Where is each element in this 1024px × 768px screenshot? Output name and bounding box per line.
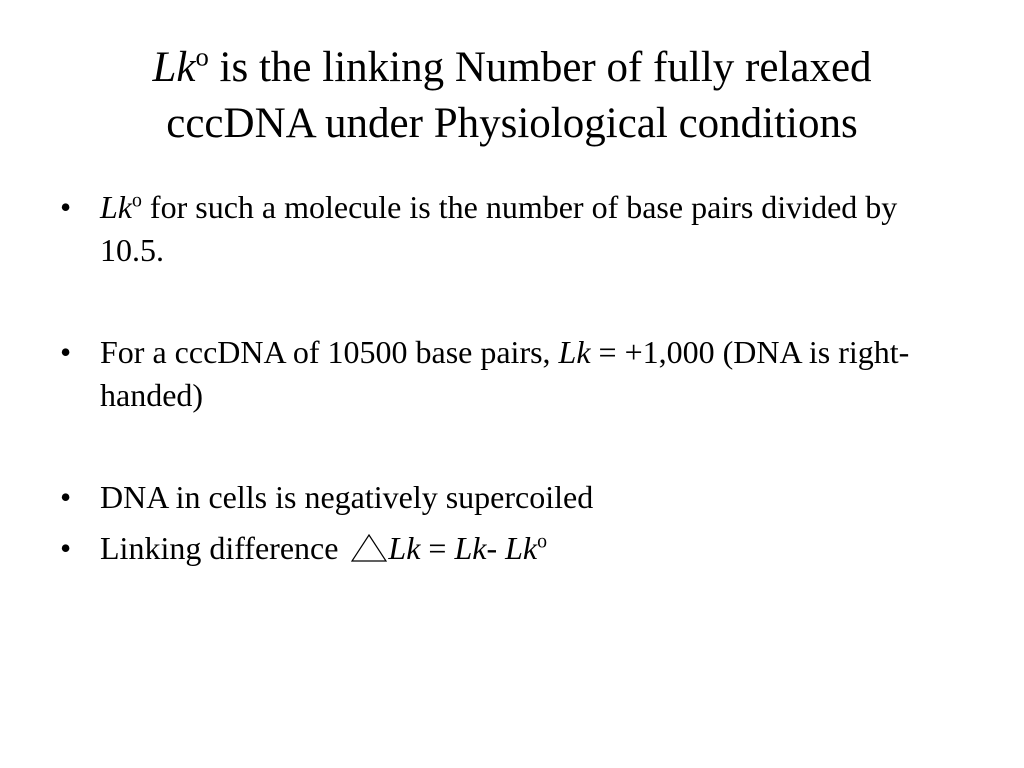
bullet-item-cccdna-example: [60, 331, 960, 416]
bullet-lk-italic-1: Lk: [388, 529, 421, 566]
bullet-item-negative-supercoil: [60, 476, 960, 519]
bullet-list: [60, 186, 960, 569]
bullet-item-linking-difference: [60, 527, 960, 570]
bullet-marker: •: [60, 479, 72, 516]
bullet-text: DNA in cells is negatively supercoiled: [100, 479, 594, 516]
title-superscript-o: o: [195, 41, 209, 72]
triangle-delta-icon: [350, 531, 388, 561]
bullet-marker: •: [60, 529, 72, 566]
bullet-superscript-o: o: [537, 530, 548, 553]
title-lk-italic: Lk: [152, 44, 196, 91]
bullet-text: for such a molecule is the number of base pairs divided by 10.5.: [100, 189, 898, 268]
bullet-text-after: = +1,000 (DNA is right-handed): [100, 334, 910, 413]
bullet-lk-italic-3: Lk: [505, 529, 538, 566]
title-line-2: cccDNA under Physiological conditions: [166, 99, 858, 147]
bullet-equals: =: [420, 529, 455, 566]
title-line-1: [152, 41, 872, 91]
bullet-marker: •: [60, 189, 72, 225]
bullet-text-before: Linking difference: [100, 529, 347, 566]
bullet-lk-italic: Lk: [558, 334, 591, 371]
bullet-dash: -: [486, 529, 506, 566]
bullet-item-lko-definition: [60, 186, 960, 271]
slide-title: [60, 40, 964, 152]
bullet-marker: •: [60, 334, 72, 371]
bullet-text-before: For a cccDNA of 10500 base pairs,: [100, 334, 559, 371]
bullet-lk-italic-2: Lk: [454, 529, 487, 566]
bullet-superscript-o: o: [132, 189, 142, 212]
bullet-lk-italic: Lk: [100, 189, 132, 225]
title-line-1-text: is the linking Number of fully relaxed: [208, 44, 872, 91]
